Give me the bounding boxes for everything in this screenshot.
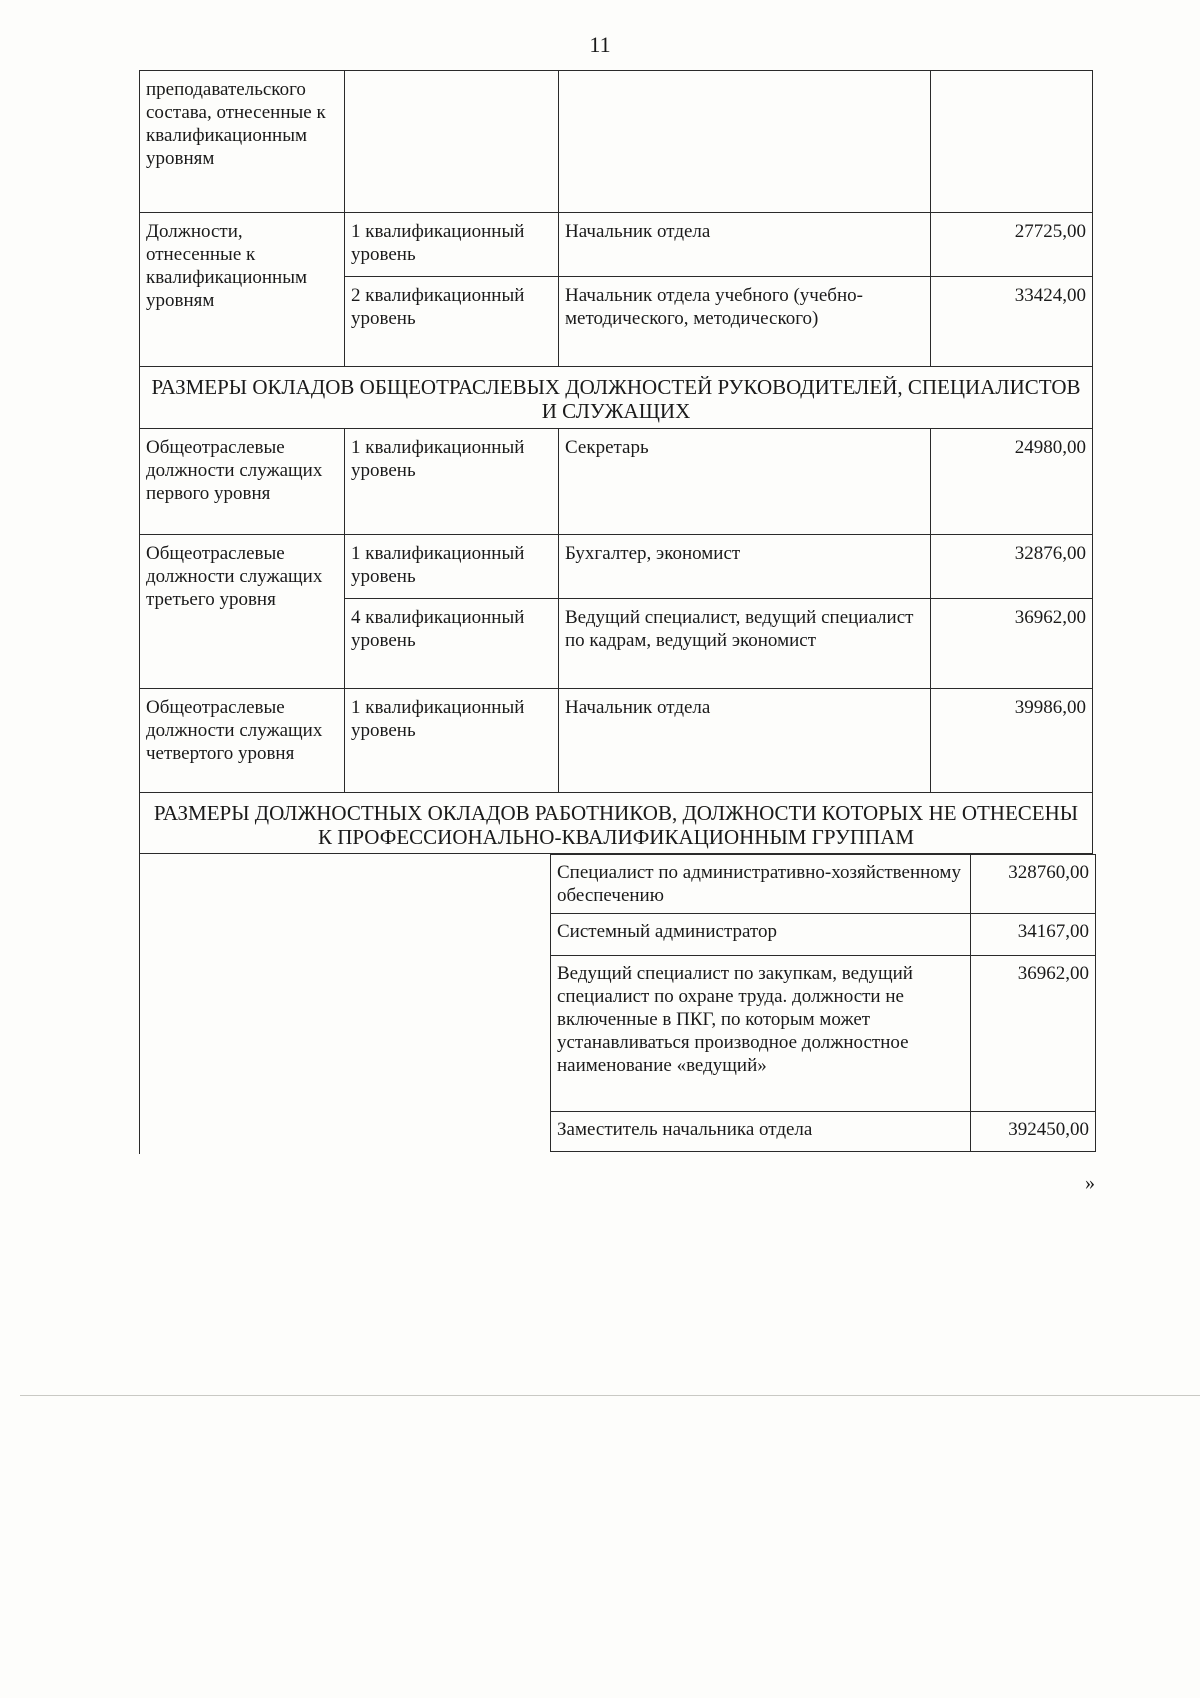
table-row bbox=[140, 71, 1093, 213]
table-row bbox=[140, 535, 1093, 599]
position-cell: Бухгалтер, экономист bbox=[559, 535, 931, 599]
position-cell: Начальник отдела bbox=[559, 689, 931, 793]
level-cell: 1 квалификационный уровень bbox=[345, 213, 559, 277]
position-cell: Секретарь bbox=[559, 429, 931, 535]
salary-table bbox=[139, 70, 1092, 1154]
table-row bbox=[140, 689, 1093, 793]
salary-cell: 34167,00 bbox=[971, 914, 1096, 956]
level-cell: 1 квалификационный уровень bbox=[345, 429, 559, 535]
level-cell: 2 квалификационный уровень bbox=[345, 277, 559, 367]
position-cell bbox=[559, 71, 931, 213]
page-number: 11 bbox=[589, 32, 611, 57]
table-row bbox=[551, 1112, 1096, 1152]
other-positions-block bbox=[139, 854, 1092, 1154]
salary-cell: 32876,00 bbox=[931, 535, 1093, 599]
salary-cell: 392450,00 bbox=[971, 1112, 1096, 1152]
table-row bbox=[140, 213, 1093, 277]
salary-cell: 36962,00 bbox=[971, 956, 1096, 1112]
position-cell: Системный администратор bbox=[551, 914, 971, 956]
other-positions-table bbox=[550, 854, 1096, 1152]
table-row bbox=[551, 855, 1096, 914]
table-row bbox=[140, 429, 1093, 535]
position-cell: Специалист по административно-хозяйственному обеспечению bbox=[551, 855, 971, 914]
position-cell: Ведущий специалист по закупкам, ведущий специалист по охране труда. должности не включенные в ПКГ, по которым может устанавливаться производное должностное наименование «ведущий» bbox=[551, 956, 971, 1112]
position-cell: Ведущий специалист, ведущий специалист по кадрам, ведущий экономист bbox=[559, 599, 931, 689]
section-heading: РАЗМЕРЫ ОКЛАДОВ ОБЩЕОТРАСЛЕВЫХ ДОЛЖНОСТЕЙ РУКОВОДИТЕЛЕЙ, СПЕЦИАЛИСТОВ И СЛУЖАЩИХ bbox=[140, 367, 1093, 429]
level-cell: 4 квалификационный уровень bbox=[345, 599, 559, 689]
table-row bbox=[551, 914, 1096, 956]
group-cell: Должности, отнесенные к квалификационным уровням bbox=[140, 213, 345, 367]
scan-edge-line bbox=[20, 1395, 1200, 1396]
section-heading: РАЗМЕРЫ ДОЛЖНОСТНЫХ ОКЛАДОВ РАБОТНИКОВ, ДОЛЖНОСТИ КОТОРЫХ НЕ ОТНЕСЕНЫ К ПРОФЕССИОНАЛЬНО-КВАЛИФИКАЦИОННЫМ ГРУППАМ bbox=[140, 793, 1093, 854]
closing-quote: » bbox=[1085, 1172, 1095, 1194]
salary-table-main bbox=[139, 70, 1093, 854]
group-cell: Общеотраслевые должности служащих четвертого уровня bbox=[140, 689, 345, 793]
level-cell: 1 квалификационный уровень bbox=[345, 689, 559, 793]
salary-cell: 39986,00 bbox=[931, 689, 1093, 793]
position-cell: Начальник отдела учебного (учебно-методического, методического) bbox=[559, 277, 931, 367]
salary-cell: 27725,00 bbox=[931, 213, 1093, 277]
position-cell: Начальник отдела bbox=[559, 213, 931, 277]
position-cell: Заместитель начальника отдела bbox=[551, 1112, 971, 1152]
group-cell: Общеотраслевые должности служащих третьего уровня bbox=[140, 535, 345, 689]
level-cell: 1 квалификационный уровень bbox=[345, 535, 559, 599]
salary-cell: 328760,00 bbox=[971, 855, 1096, 914]
table-row bbox=[551, 956, 1096, 1112]
salary-cell: 24980,00 bbox=[931, 429, 1093, 535]
level-cell bbox=[345, 71, 559, 213]
section-heading-row bbox=[140, 793, 1093, 854]
group-cell: Общеотраслевые должности служащих первого уровня bbox=[140, 429, 345, 535]
salary-cell: 36962,00 bbox=[931, 599, 1093, 689]
salary-cell bbox=[931, 71, 1093, 213]
section-heading-row bbox=[140, 367, 1093, 429]
group-cell: преподавательского состава, отнесенные к квалификационным уровням bbox=[140, 71, 345, 213]
salary-cell: 33424,00 bbox=[931, 277, 1093, 367]
